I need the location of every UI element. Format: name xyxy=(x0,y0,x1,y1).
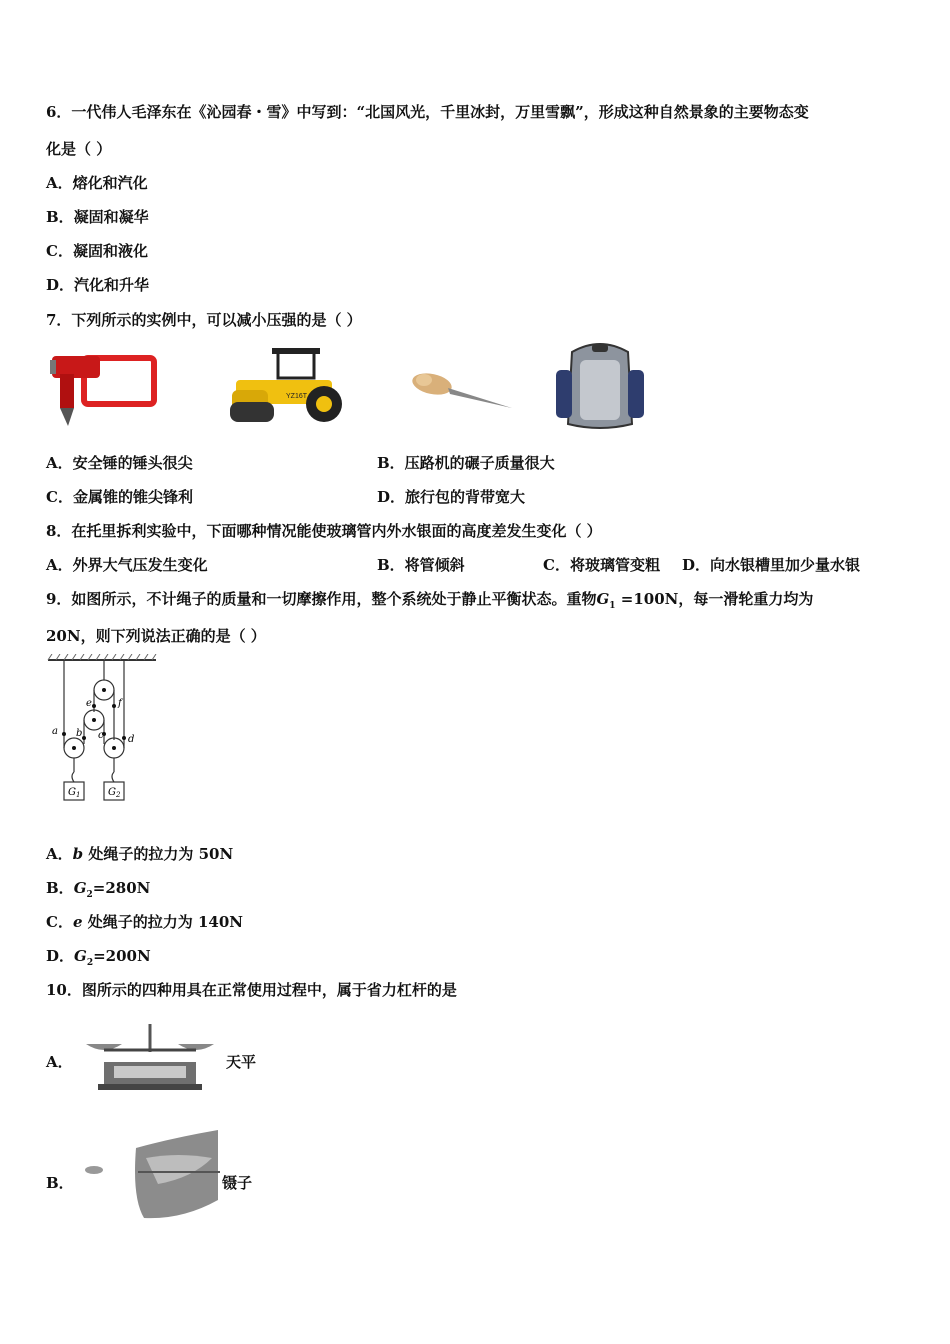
metal-awl-image xyxy=(410,364,514,412)
label-g1: $G_1$ xyxy=(68,787,81,799)
label-f: f xyxy=(118,698,122,709)
q7-option-d[interactable]: D．旅行包的背带宽大 xyxy=(377,488,526,506)
q6-option-c[interactable]: C．凝固和液化 xyxy=(46,242,148,260)
q6-option-a[interactable]: A．熔化和汽化 xyxy=(46,174,148,192)
label-d: d xyxy=(128,734,135,745)
backpack-image xyxy=(552,340,648,432)
label-g2: $G_2$ xyxy=(108,787,121,799)
q9-option-b[interactable]: B．$G_2=280N$ xyxy=(46,879,151,900)
q6-option-b[interactable]: B．凝固和凝华 xyxy=(46,208,149,226)
q9-stem-line2: 20N，则下列说法正确的是（ ） xyxy=(46,627,266,645)
q8-option-d[interactable]: D．向水银槽里加少量水银 xyxy=(682,556,861,574)
q7-option-a[interactable]: A．安全锤的锤头很尖 xyxy=(46,454,193,472)
q8-option-b[interactable]: B．将管倾斜 xyxy=(377,556,465,574)
roller-model-label: YZ16T xyxy=(286,393,308,400)
q8-option-c[interactable]: C．将玻璃管变粗 xyxy=(543,556,660,574)
label-a: a xyxy=(52,726,58,737)
q9-option-c[interactable]: C．e 处绳子的拉力为 140N xyxy=(46,913,243,931)
balance-scale-image xyxy=(84,1022,216,1092)
q10-option-a-label[interactable]: A． xyxy=(46,1053,73,1071)
road-roller-image xyxy=(226,346,350,424)
label-c: c xyxy=(98,730,104,741)
q6-stem-line2: 化是（ ） xyxy=(46,140,112,158)
q9-option-d[interactable]: D．$G_2=200N$ xyxy=(46,947,151,968)
q10-option-b-name: 镊子 xyxy=(222,1174,253,1192)
q7-option-c[interactable]: C．金属锥的锥尖锋利 xyxy=(46,488,193,506)
pulley-system-diagram xyxy=(44,654,162,810)
q7-stem: 7．下列所示的实例中，可以减小压强的是（ ） xyxy=(46,311,362,329)
q10-stem: 10．图所示的四种用具在正常使用过程中，属于省力杠杆的是 xyxy=(46,981,457,999)
q9-option-a[interactable]: A．b 处绳子的拉力为 50N xyxy=(46,845,234,863)
q10-option-a-name: 天平 xyxy=(226,1053,257,1071)
q9-stem-line1: 9．如图所示，不计绳子的质量和一切摩擦作用，整个系统处于静止平衡状态。重物$G_1 =100N$，每一滑轮重力均为 xyxy=(46,590,814,611)
safety-hammer-image xyxy=(44,352,160,432)
q10-option-b-label[interactable]: B． xyxy=(46,1174,74,1192)
q6-stem-line1: 6．一代伟人毛泽东在《沁园春・雪》中写到：“北国风光，千里冰封，万里雪飘”，形成这种自然景象的主要物态变 xyxy=(46,103,809,121)
q6-option-d[interactable]: D．汽化和升华 xyxy=(46,276,150,294)
q7-option-b[interactable]: B．压路机的碾子质量很大 xyxy=(377,454,555,472)
label-b: b xyxy=(76,728,83,739)
tweezers-hand-image xyxy=(82,1128,222,1220)
label-e: e xyxy=(86,698,92,709)
q8-option-a[interactable]: A．外界大气压发生变化 xyxy=(46,556,208,574)
q8-stem: 8．在托里拆利实验中，下面哪种情况能使玻璃管内外水银面的高度差发生变化（ ） xyxy=(46,522,602,540)
